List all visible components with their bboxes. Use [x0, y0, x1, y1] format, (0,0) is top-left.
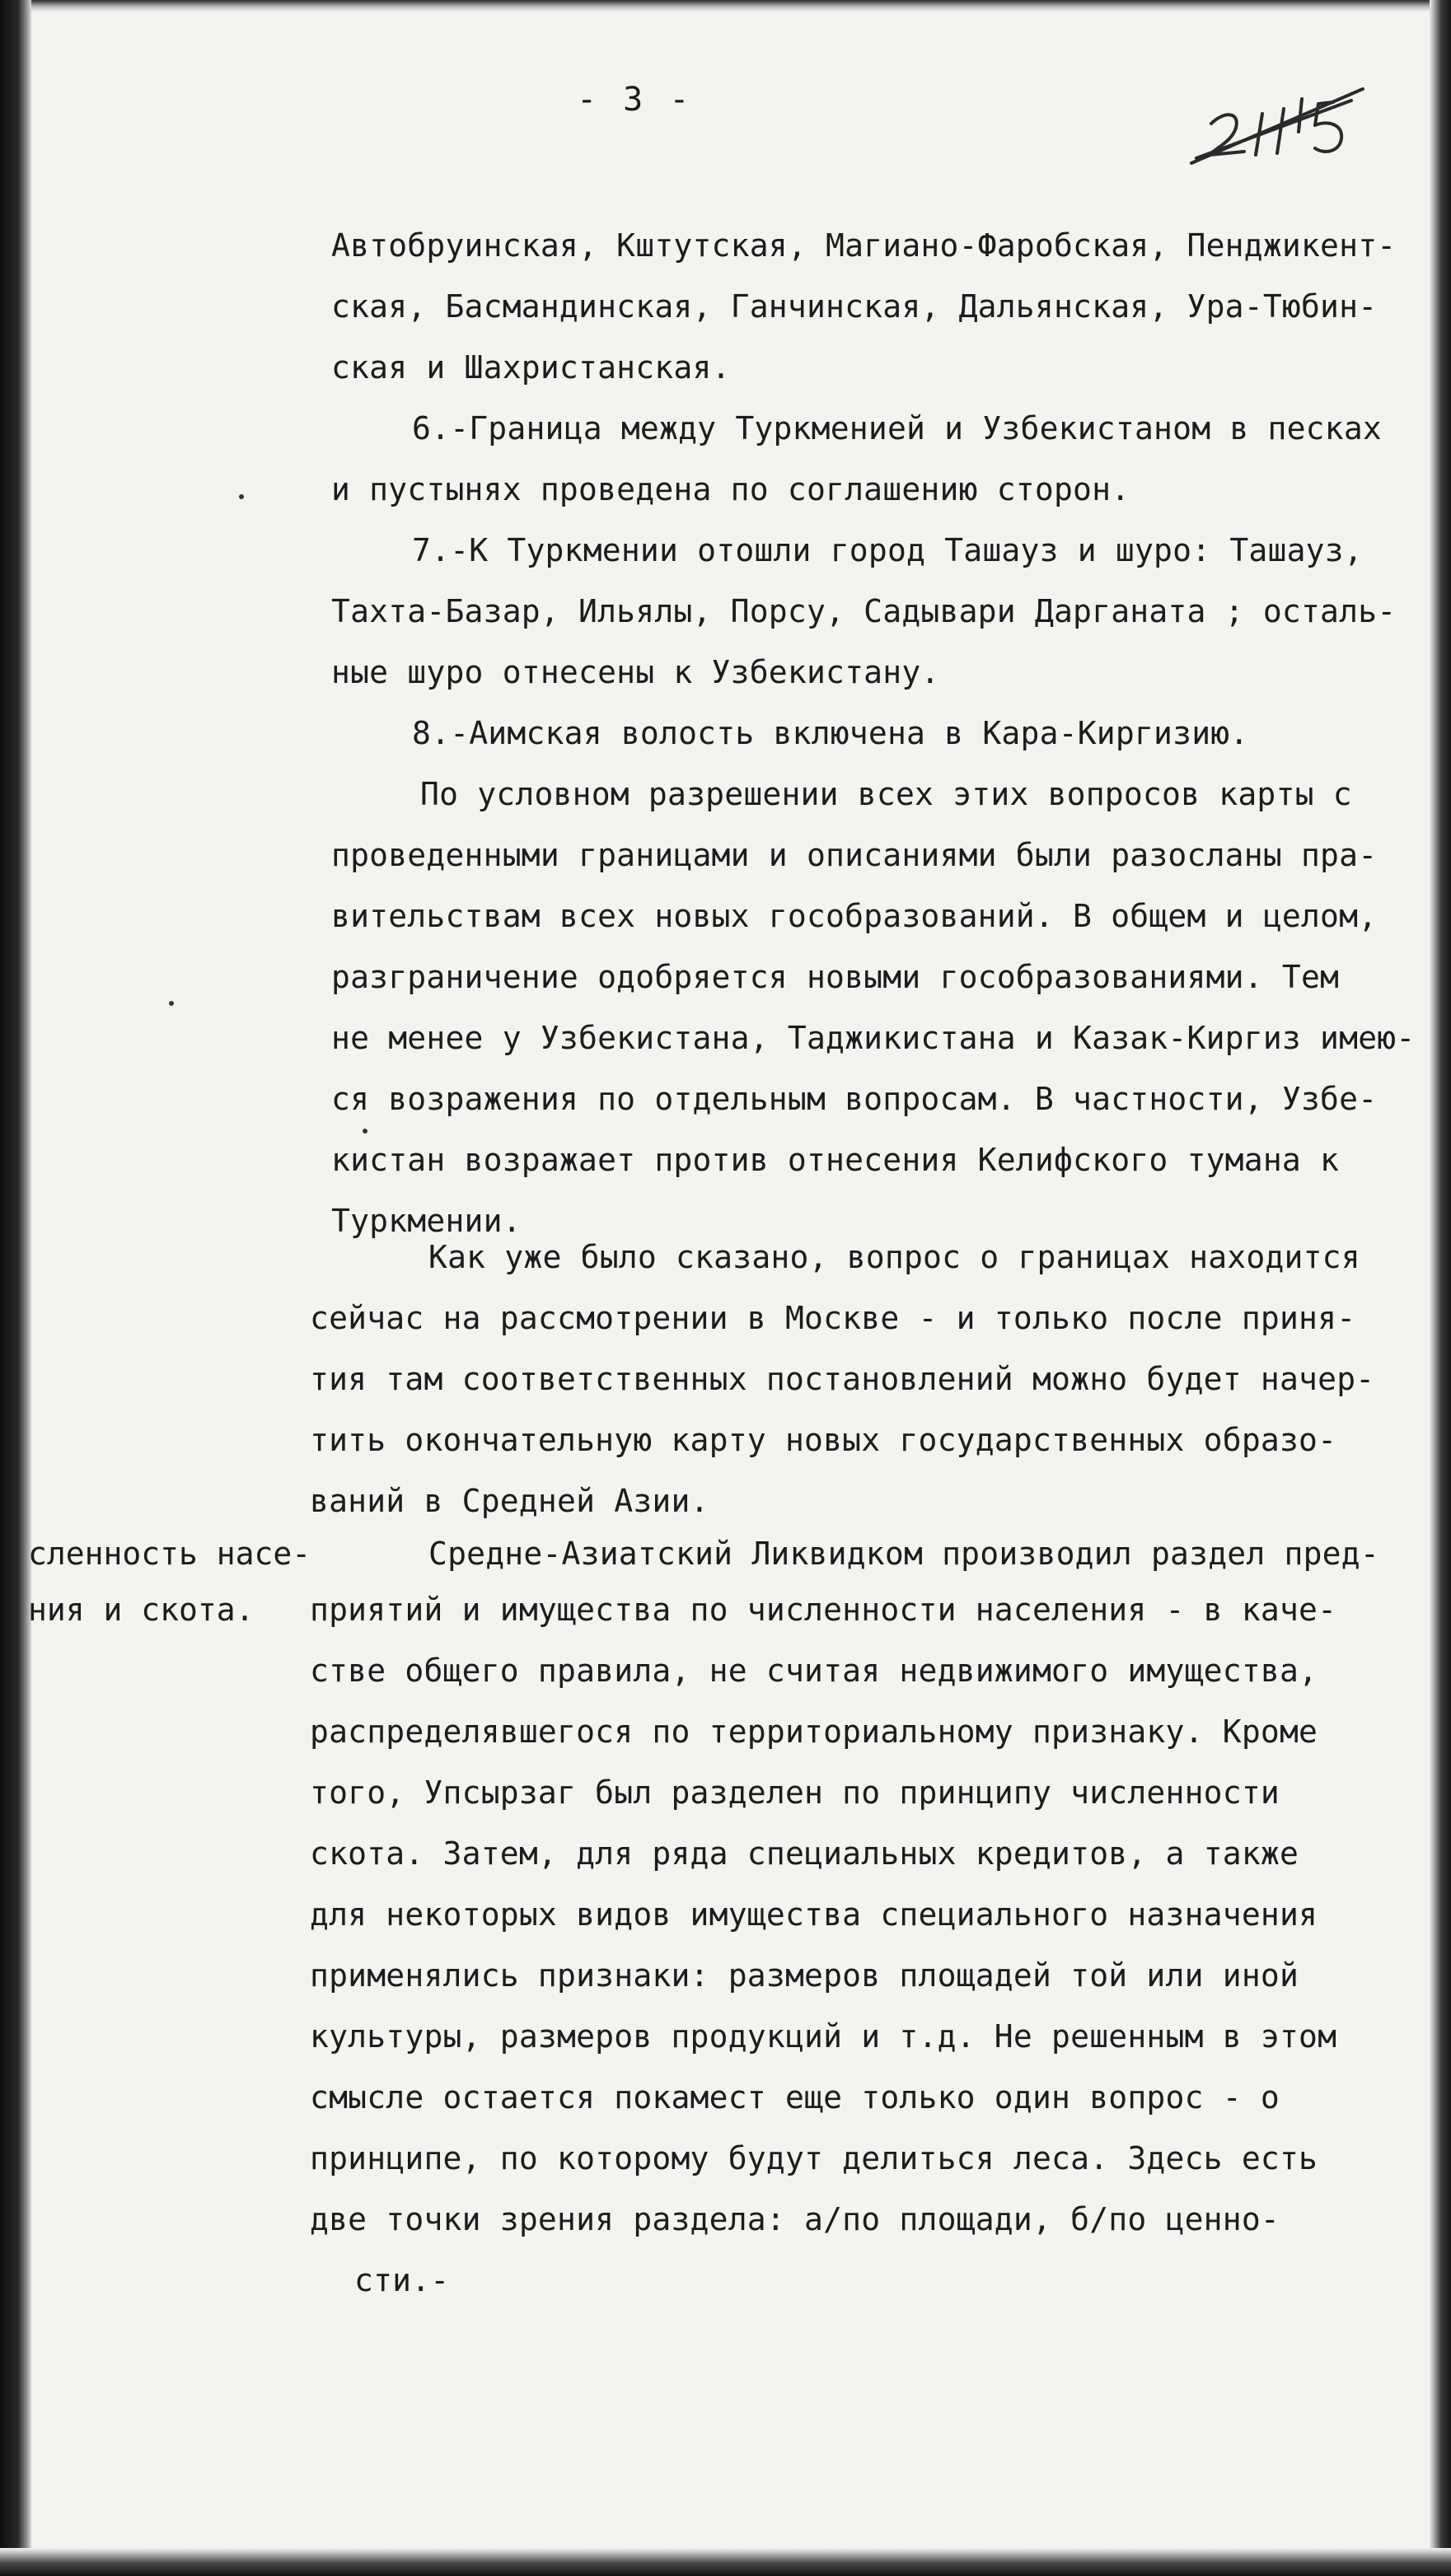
text-line: вительствам всех новых гособразований. В общем и целом,: [331, 898, 1378, 934]
text-line: По условном разрешении всех этих вопросов карты с: [420, 776, 1352, 812]
text-line: скота. Затем, для ряда специальных кредитов, а также: [310, 1835, 1299, 1872]
text-line: стве общего правила, не считая недвижимого имущества,: [310, 1653, 1318, 1689]
scan-speck: [169, 1001, 174, 1006]
text-line: Тахта-Базар, Ильялы, Порсу, Садывари Дарганата ; осталь-: [331, 593, 1397, 629]
text-line: сейчас на рассмотрении в Москве - и только после приня-: [310, 1300, 1356, 1336]
text-line: Туркмении.: [331, 1203, 522, 1239]
text-line: культуры, размеров продукций и т.д. Не решенным в этом: [310, 2018, 1337, 2055]
text-line: применялись признаки: размеров площадей той или иной: [310, 1957, 1299, 1994]
text-line: ваний в Средней Азии.: [310, 1483, 709, 1519]
text-line: тия там соответственных постановлений можно будет начер-: [310, 1361, 1375, 1397]
text-line: того, Упсырзаг был разделен по принципу численности: [310, 1774, 1280, 1811]
text-line: 8.-Аимская волость включена в Кара-Киргизию.: [412, 715, 1249, 751]
page-number: - 3 -: [577, 81, 693, 119]
text-line: 6.-Граница между Туркменией и Узбекистаном в песках: [412, 410, 1382, 446]
scan-speck: [363, 1129, 367, 1134]
text-line: для некоторых видов имущества специального назначения: [310, 1896, 1318, 1933]
archive-number-handwritten: [1187, 66, 1384, 165]
text-line: сти.-: [354, 2262, 450, 2298]
scan-edge-left: [0, 0, 31, 2576]
text-line: ся возражения по отдельным вопросам. В частности, Узбе-: [331, 1081, 1378, 1117]
margin-note-line: сленность насе-: [28, 1536, 311, 1572]
text-line: Автобруинская, Кштутская, Магиано-Фаробская, Пенджикент-: [331, 227, 1397, 264]
text-line: ская и Шахристанская.: [331, 349, 731, 386]
text-line: Средне-Азиатский Ликвидком производил раздел пред-: [428, 1536, 1379, 1572]
text-line: принципе, по которому будут делиться леса. Здесь есть: [310, 2140, 1318, 2176]
text-line: тить окончательную карту новых государственных образо-: [310, 1422, 1337, 1458]
text-line: две точки зрения раздела: а/по площади, б/по ценно-: [310, 2201, 1280, 2237]
text-line: проведенными границами и описаниями были разосланы пра-: [331, 837, 1378, 873]
text-line: распределявшегося по территориальному признаку. Кроме: [310, 1713, 1318, 1750]
text-line: и пустынях проведена по соглашению сторон.: [331, 471, 1130, 507]
text-line: приятий и имущества по численности населения - в каче-: [310, 1592, 1337, 1628]
text-line: смысле остается покамест еще только один вопрос - о: [310, 2079, 1280, 2115]
scan-edge-right: [1430, 0, 1451, 2576]
text-line: не менее у Узбекистана, Таджикистана и Казак-Киргиз имею-: [331, 1020, 1416, 1056]
text-line: ская, Басмандинская, Ганчинская, Дальянская, Ура-Тюбин-: [331, 288, 1378, 325]
text-line: ные шуро отнесены к Узбекистану.: [331, 654, 940, 690]
text-line: 7.-К Туркмении отошли город Ташауз и шуро: Ташауз,: [412, 532, 1363, 568]
scan-speck: [239, 494, 244, 499]
text-line: Как уже было сказано, вопрос о границах находится: [428, 1239, 1360, 1275]
scan-edge-bottom: [0, 2548, 1451, 2576]
text-line: разграничение одобряется новыми гособразованиями. Тем: [331, 959, 1340, 995]
text-line: кистан возражает против отнесения Келифского тумана к: [331, 1142, 1340, 1178]
scan-edge-top: [0, 0, 1451, 12]
margin-note-line: ния и скота.: [28, 1592, 255, 1628]
